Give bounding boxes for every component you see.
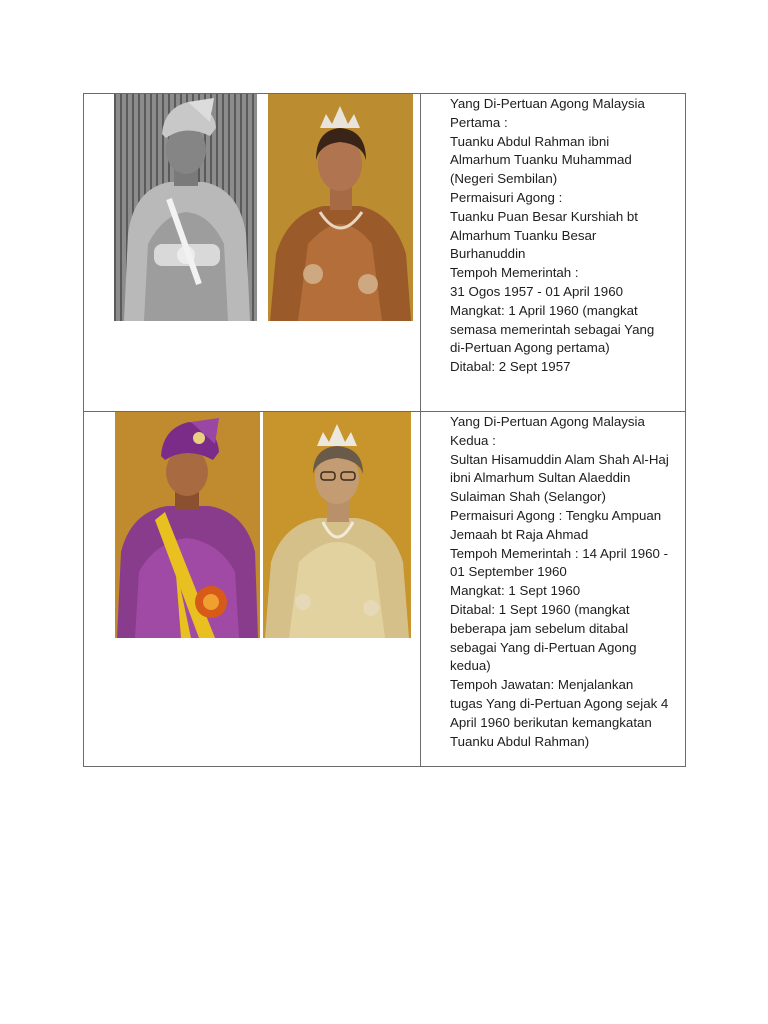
info-line: (Negeri Sembilan) <box>450 171 558 187</box>
info-line: Tempoh Memerintah : <box>450 265 579 281</box>
info-cell <box>421 94 686 412</box>
rulers-table <box>83 93 686 767</box>
info-line: Tuanku Abdul Rahman) <box>450 733 590 749</box>
ruler-info-1 <box>421 94 685 377</box>
info-line: Sulaiman Shah (Selangor) <box>450 489 606 505</box>
info-line: April 1960 berikutan kemangkatan <box>450 714 652 730</box>
photo-cell <box>84 94 421 412</box>
info-line: Tuanku Puan Besar Kurshiah bt <box>450 208 638 224</box>
info-line: Ditabal: 2 Sept 1957 <box>450 359 571 375</box>
info-line: Pertama : <box>450 114 508 130</box>
portrait-image <box>268 94 413 321</box>
info-line: Burhanuddin <box>450 246 526 262</box>
info-line: semasa memerintah sebagai Yang <box>450 321 655 337</box>
info-line: Sultan Hisamuddin Alam Shah Al-Haj <box>450 451 669 467</box>
info-line: sebagai Yang di-Pertuan Agong <box>450 639 637 655</box>
info-line: Ditabal: 1 Sept 1960 (mangkat <box>450 601 630 617</box>
info-line: Almarhum Tuanku Besar <box>450 227 597 243</box>
info-line: Permaisuri Agong : <box>450 189 563 205</box>
info-line: 01 September 1960 <box>450 564 567 580</box>
table-row <box>84 412 686 767</box>
info-line: Permaisuri Agong : Tengku Ampuan <box>450 507 662 523</box>
info-line: beberapa jam sebelum ditabal <box>450 620 629 636</box>
info-line: ibni Almarhum Sultan Alaeddin <box>450 470 631 486</box>
table-row <box>84 94 686 412</box>
info-line: Mangkat: 1 April 1960 (mangkat <box>450 302 638 318</box>
info-line: Jemaah bt Raja Ahmad <box>450 526 589 542</box>
info-cell <box>421 412 686 767</box>
info-line: kedua) <box>450 658 491 674</box>
portrait-image <box>263 412 411 638</box>
portrait-image <box>115 412 260 638</box>
info-line: Yang Di-Pertuan Agong Malaysia <box>450 414 645 429</box>
info-line: tugas Yang di-Pertuan Agong sejak 4 <box>450 695 669 711</box>
info-line: Kedua : <box>450 432 496 448</box>
info-line: Mangkat: 1 Sept 1960 <box>450 583 581 599</box>
info-line: di-Pertuan Agong pertama) <box>450 340 610 356</box>
info-line: Tuanku Abdul Rahman ibni <box>450 133 610 149</box>
info-line: Tempoh Jawatan: Menjalankan <box>450 677 634 693</box>
ruler-info-2 <box>421 412 685 751</box>
info-line: Yang Di-Pertuan Agong Malaysia <box>450 96 645 111</box>
info-line: Tempoh Memerintah : 14 April 1960 - <box>450 545 669 561</box>
info-line: 31 Ogos 1957 - 01 April 1960 <box>450 283 623 299</box>
photo-cell <box>84 412 421 767</box>
info-line: Almarhum Tuanku Muhammad <box>450 152 632 168</box>
portrait-image <box>114 94 257 321</box>
